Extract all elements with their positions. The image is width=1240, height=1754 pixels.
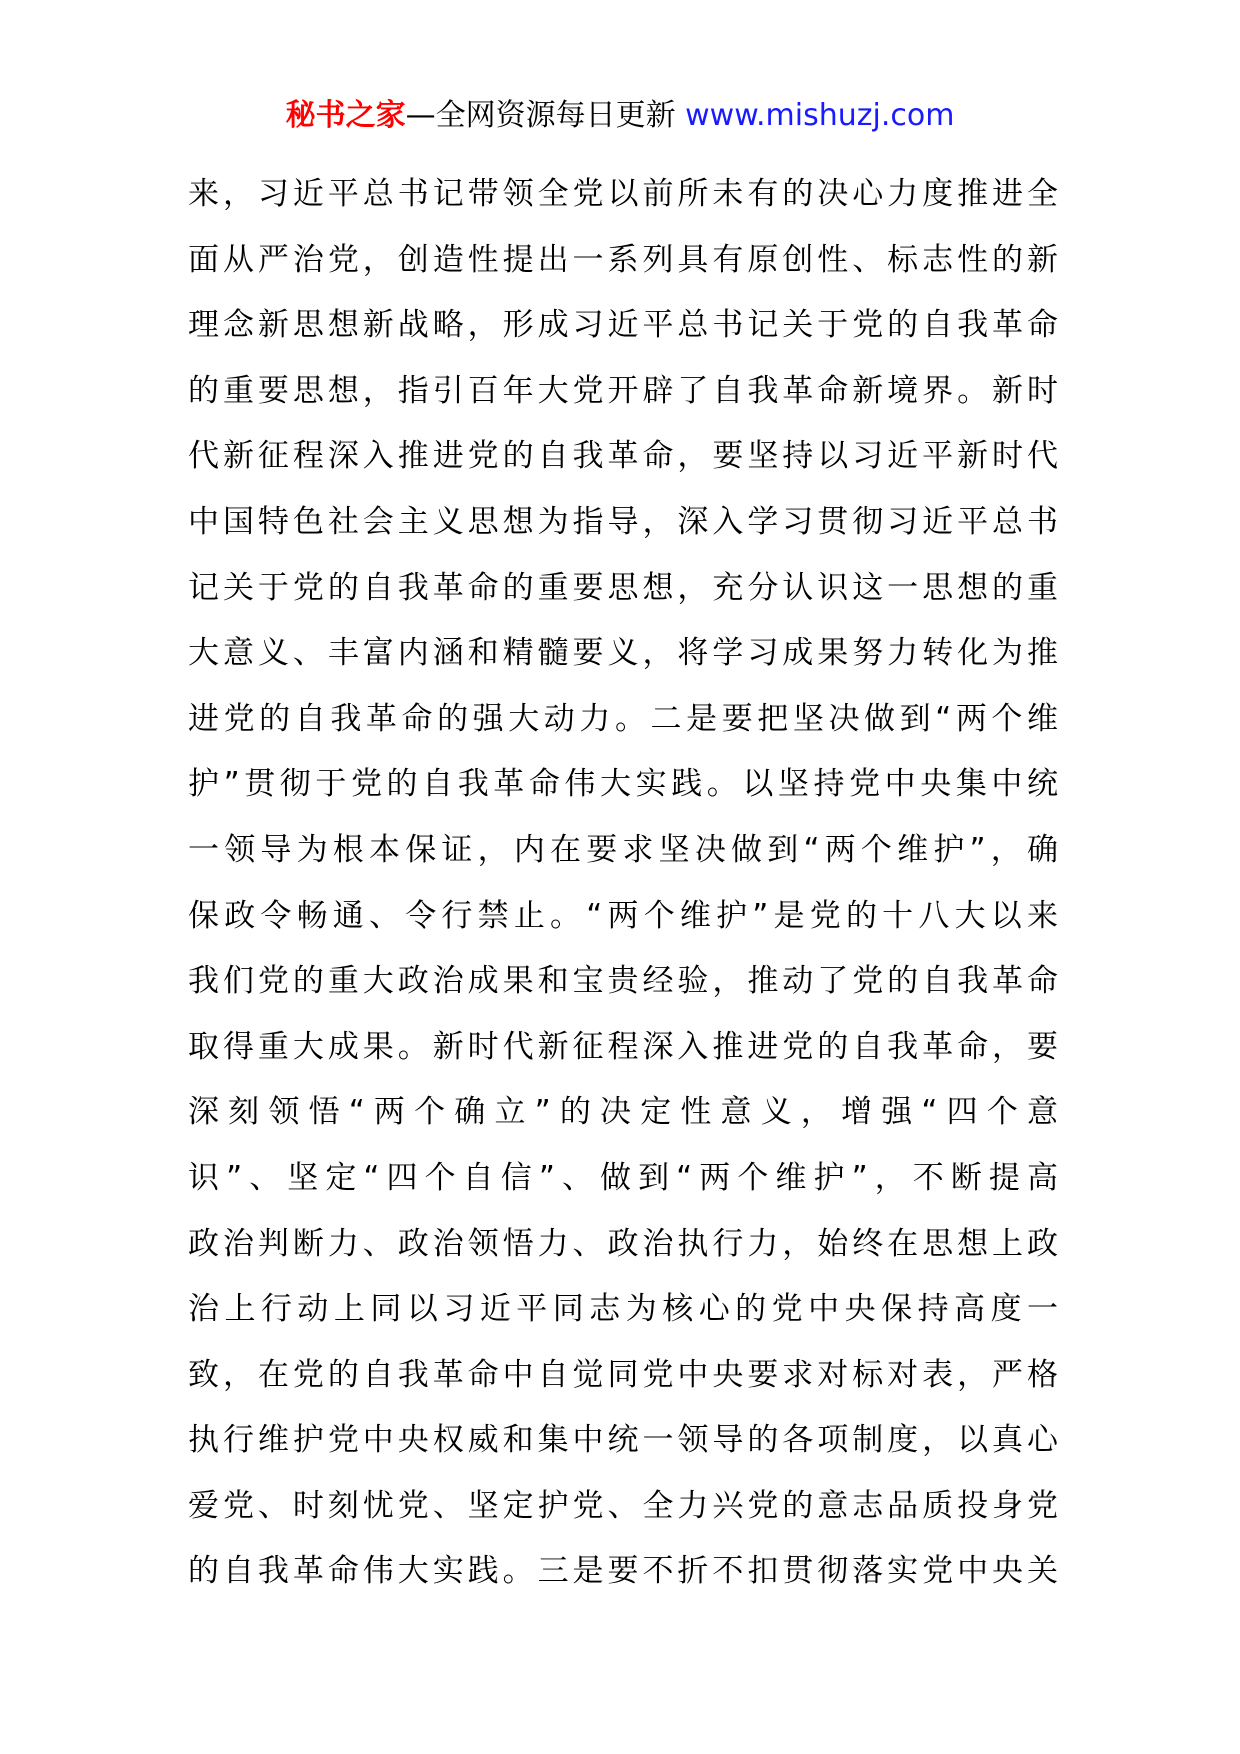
- body-line: 中国特色社会主义思想为指导，深入学习贯彻习近平总书: [188, 503, 1058, 540]
- body-line: 来，习近平总书记带领全党以前所未有的决心力度推进全: [188, 176, 1058, 212]
- body-line: 理念新思想新战略，形成习近平总书记关于党的自我革命: [188, 307, 1058, 344]
- document-body: [188, 162, 1058, 1605]
- site-brand: 秘书之家: [285, 98, 406, 133]
- body-line: 保政令畅通、令行禁止。“两个维护”是党的十八大以来: [188, 897, 1058, 934]
- site-tagline: —全网资源每日更新: [405, 98, 676, 133]
- body-line: 护”贯彻于党的自我革命伟大实践。以坚持党中央集中统: [188, 766, 1058, 803]
- body-line: 取得重大成果。新时代新征程深入推进党的自我革命，要: [188, 1028, 1058, 1065]
- body-line: 爱党、时刻忧党、坚定护党、全力兴党的意志品质投身党: [188, 1487, 1058, 1524]
- body-line: 一领导为根本保证，内在要求坚决做到“两个维护”，确: [188, 831, 1058, 868]
- body-line: 进党的自我革命的强大动力。二是要把坚决做到“两个维: [188, 700, 1058, 737]
- body-line: 代新征程深入推进党的自我革命，要坚持以习近平新时代: [188, 438, 1058, 475]
- body-line: 政治判断力、政治领悟力、政治执行力，始终在思想上政: [188, 1225, 1058, 1262]
- body-line: 记关于党的自我革命的重要思想，充分认识这一思想的重: [188, 569, 1058, 606]
- body-line: 深刻领悟“两个确立”的决定性意义，增强“四个意: [188, 1094, 1058, 1131]
- body-line: 识”、坚定“四个自信”、做到“两个维护”，不断提高: [188, 1159, 1058, 1196]
- site-url-link[interactable]: www.mishuzj.com: [685, 98, 955, 133]
- body-line: 面从严治党，创造性提出一系列具有原创性、标志性的新: [188, 241, 1058, 278]
- body-line: 我们党的重大政治成果和宝贵经验，推动了党的自我革命: [188, 963, 1058, 1000]
- body-line: 的重要思想，指引百年大党开辟了自我革命新境界。新时: [188, 372, 1058, 409]
- body-line: 执行维护党中央权威和集中统一领导的各项制度，以真心: [188, 1422, 1058, 1459]
- body-line: 的自我革命伟大实践。三是要不折不扣贯彻落实党中央关: [188, 1553, 1058, 1590]
- body-line: 致，在党的自我革命中自觉同党中央要求对标对表，严格: [188, 1356, 1058, 1393]
- body-line: 大意义、丰富内涵和精髓要义，将学习成果努力转化为推: [188, 635, 1058, 672]
- body-line: 治上行动上同以习近平同志为核心的党中央保持高度一: [188, 1291, 1058, 1328]
- site-header: [0, 96, 1240, 136]
